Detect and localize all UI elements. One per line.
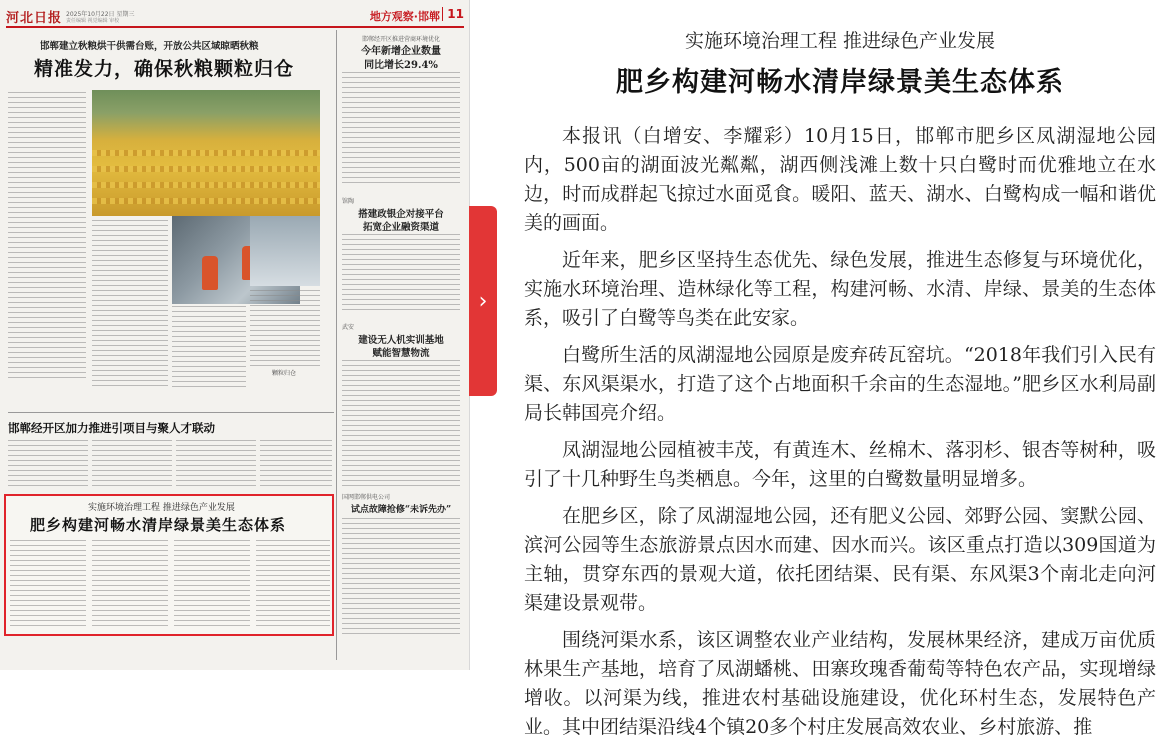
sidebar-item1-text xyxy=(342,72,460,184)
article-headline: 肥乡构建河畅水清岸绿景美生态体系 xyxy=(616,67,1064,98)
article-kicker: 实施环境治理工程 推进绿色产业发展 xyxy=(684,30,996,52)
article-paragraph: 近年来，肥乡区坚持生态优先、绿色发展，推进生态修复与环境优化，实施水环境治理、造林绿化等工程，构建河畅、水清、岸绿、景美的生态体系，吸引了白鹭等鸟类在此安家。 xyxy=(524,249,1156,329)
lead-article-text-column xyxy=(92,220,168,390)
chevron-right-icon: › xyxy=(478,288,488,314)
article-paragraph: 白鹭所生活的凤湖湿地公园原是废弃砖瓦窑坑。“2018年我们引入民有渠、东风渠渠水，打造了这个占地面积千余亩的生态湿地。”肥乡区水利局副局长韩国亮介绍。 xyxy=(524,344,1156,424)
mid-article-text xyxy=(8,440,88,488)
selected-article-text xyxy=(92,540,168,630)
sidebar-item2-title-line2[interactable]: 拓宽企业融资渠道 xyxy=(362,222,439,233)
newspaper-page-thumbnail[interactable] xyxy=(0,0,470,670)
mid-article-text xyxy=(260,440,332,488)
issue-date: 2025年10月22日 星期三 xyxy=(66,11,135,18)
sidebar-item1-title-line2[interactable]: 同比增长29.4% xyxy=(364,60,438,71)
selected-article-text xyxy=(256,540,330,630)
lead-article-subtitle[interactable]: 邯郸建立秋粮烘干供需台账，开放公共区域晾晒秋粮 xyxy=(40,41,259,52)
page-number: 11 xyxy=(442,7,464,21)
sidebar-item2-title[interactable]: 搭建政银企对接平台 xyxy=(358,209,444,220)
sidebar-item1-kicker: 邯郸经开区推进营商环境优化 xyxy=(361,36,440,43)
article-reader xyxy=(520,0,1160,738)
selected-article-kicker[interactable]: 实施环境治理工程 推进绿色产业发展 xyxy=(88,503,235,513)
sidebar-item2-kicker: 馆陶 xyxy=(342,198,355,205)
column-divider xyxy=(336,30,337,660)
sidebar-item3-title-line2[interactable]: 赋能智慧物流 xyxy=(372,348,430,359)
selected-article-title[interactable]: 肥乡构建河畅水清岸绿景美生态体系 xyxy=(30,516,287,534)
masthead xyxy=(6,6,464,28)
sidebar-item4-title[interactable]: 试点故障抢修“未诉先办” xyxy=(350,505,452,515)
newspaper-logo: 河北日报 xyxy=(6,11,63,26)
sidebar-item3-title[interactable]: 建设无人机实训基地 xyxy=(358,335,444,346)
lead-article-text-column xyxy=(172,306,246,390)
sidebar-item1-title[interactable]: 今年新增企业数量 xyxy=(361,46,441,57)
article-paragraph: 围绕河渠水系，该区调整农业产业结构，发展林果经济，建成万亩优质林果生产基地，培育了凤湖蟠桃、田寨玫瑰香葡萄等特色农产品，实现增绿增收。以河渠为线，推进农村基础设施建设，优化环村生态，发展特色产业。其中团结渠沿线4个镇20多个村庄发展高效农业、乡村旅游、推 xyxy=(524,629,1156,738)
sidebar-item3-kicker: 武安 xyxy=(342,324,355,331)
article-body xyxy=(524,122,1156,750)
sidebar-item4-kicker: 国网邯郸供电公司 xyxy=(342,494,391,501)
mid-article-text xyxy=(176,440,256,488)
article-paragraph: 凤湖湿地公园植被丰茂，有黄连木、丝棉木、落羽杉、银杏等树种，吸引了十几种野生鸟类栖息。今年，这里的白鹭数量明显增多。 xyxy=(524,439,1156,490)
sidebar-item4-text xyxy=(342,518,460,636)
lead-article-text-column xyxy=(8,92,86,382)
article-paragraph: 在肥乡区，除了凤湖湿地公园，还有肥义公园、郊野公园、窦默公园、滨河公园等生态旅游景点因水而建、因水而兴。该区重点打造以309国道为主轴，贯穿东西的景观大道，依托团结渠、民有渠、东风渠3个南北走向河渠建设景观带。 xyxy=(524,505,1156,614)
center-text-column xyxy=(250,290,320,370)
photo-caption: 颗粒归仓 xyxy=(271,370,296,377)
selected-article-text xyxy=(10,540,86,630)
next-page-button[interactable] xyxy=(469,206,497,396)
sidebar-photo xyxy=(250,216,320,286)
editor-credits: 责任编辑 视觉编辑 审校 xyxy=(66,18,120,24)
mid-article-title[interactable]: 邯郸经开区加力推进引项目与聚人才联动 xyxy=(8,421,215,435)
selected-article-text xyxy=(174,540,250,630)
lead-article-title[interactable]: 精准发力，确保秋粮颗粒归仓 xyxy=(34,58,295,80)
sidebar-item2-text xyxy=(342,234,460,314)
corn-harvest-photo xyxy=(92,90,320,216)
section-label: 地方观察·邯郸 xyxy=(369,10,440,23)
mid-article-text xyxy=(92,440,172,488)
sidebar-item3-text xyxy=(342,360,460,486)
section-rule xyxy=(8,412,334,413)
article-paragraph: 本报讯（白增安、李耀彩）10月15日，邯郸市肥乡区凤湖湿地公园内，500亩的湖面波光粼粼，湖西侧浅滩上数十只白鹭时而优雅地立在水边，时而成群起飞掠过水面觅食。暖阳、蓝天、湖水、白鹭构成一幅和谐优美的画面。 xyxy=(524,125,1156,234)
